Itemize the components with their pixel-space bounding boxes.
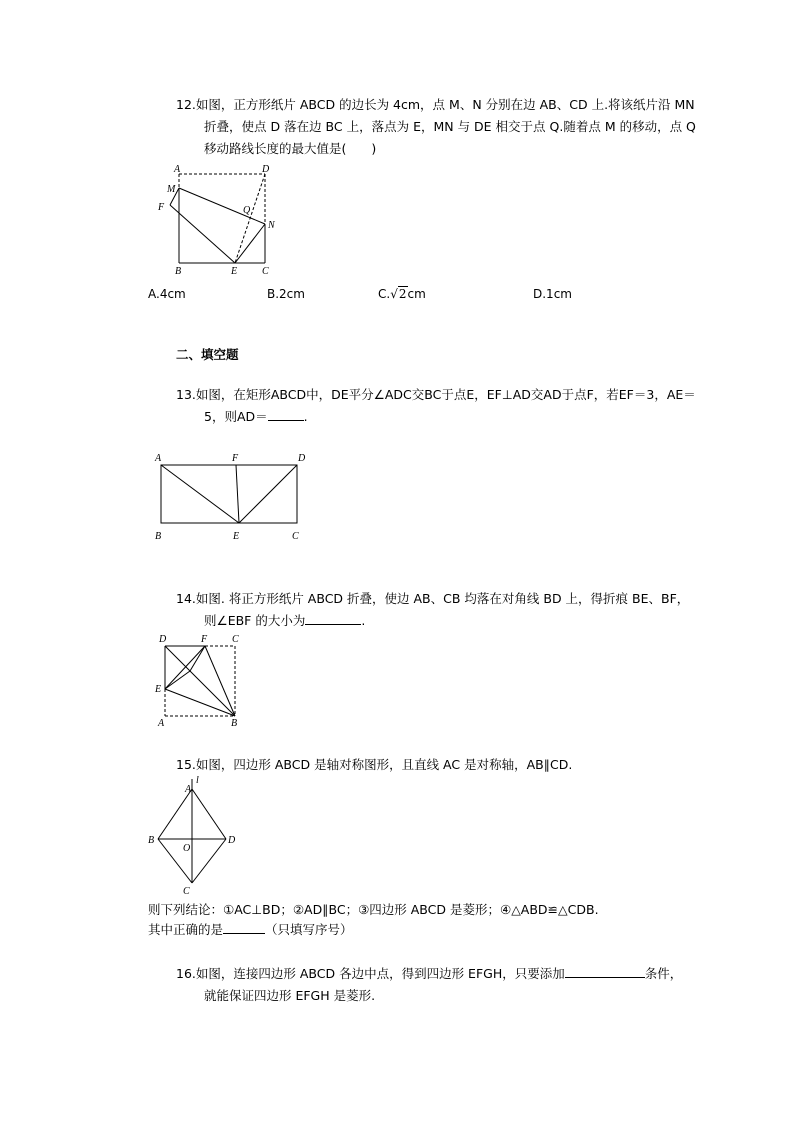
q15-side-dc: [192, 839, 226, 883]
q12-label-e: E: [231, 266, 238, 277]
q12-fold-en: [235, 224, 265, 263]
q13-line-2-suffix: .: [303, 409, 308, 424]
q12-line-2: 折叠，使点 D 落在边 BC 上，落点为 E，MN 与 DE 相交于点 Q.随着点 M 的移动，点 Q: [204, 119, 696, 134]
q16-line-1-suffix: 条件，: [644, 966, 683, 981]
q12-label-n: N: [268, 220, 275, 231]
q13-line-2: [204, 408, 308, 426]
q13-line-de: [239, 465, 297, 523]
q16-answer-blank[interactable]: [565, 965, 645, 978]
q14-answer-blank[interactable]: [305, 612, 361, 625]
q14-label-e: E: [155, 684, 162, 695]
q12-label-m: M: [167, 184, 176, 195]
q14-label-b: B: [231, 718, 238, 728]
q16-line-1-prefix: 16.如图，连接四边形 ABCD 各边中点，得到四边形 EFGH，只要添加: [176, 966, 565, 981]
q14-crease-bf: [205, 646, 235, 716]
q14-label-c: C: [232, 634, 239, 645]
q15-line-3-prefix: 其中正确的是: [148, 922, 224, 937]
q12-label-b: B: [175, 266, 182, 277]
q13-answer-blank[interactable]: [268, 408, 304, 421]
q13-line-fe: [236, 465, 239, 523]
q14-label-a: A: [158, 718, 165, 728]
q13-label-b: B: [155, 531, 162, 542]
q15-label-c: C: [183, 886, 190, 897]
q12-fold-fe: [170, 205, 235, 263]
q13-label-f: F: [232, 453, 239, 464]
q15-label-l: l: [196, 775, 199, 786]
q14-line-2: [204, 612, 365, 630]
q15-line-1: 15.如图，四边形 ABCD 是轴对称图形，且直线 AC 是对称轴，AB∥CD.: [176, 757, 573, 772]
q15-side-ab: [158, 789, 192, 839]
q13-label-c: C: [292, 531, 299, 542]
q12-label-q: Q: [243, 205, 251, 216]
q12-option-b[interactable]: B.2cm: [267, 287, 305, 301]
q15-label-o: O: [183, 843, 191, 854]
q15-label-b: B: [148, 835, 155, 846]
q14-label-d: D: [159, 634, 167, 645]
q12-crease-mn: [179, 188, 265, 224]
q12-label-f: F: [158, 202, 165, 213]
q12-option-a[interactable]: A.4cm: [148, 287, 186, 301]
q12-label-a: A: [174, 164, 181, 175]
q16-line-1: [176, 965, 682, 983]
q14-line-2-suffix: .: [361, 613, 366, 628]
q15-figure: [145, 773, 245, 899]
q14-label-f: F: [201, 634, 208, 645]
q15-side-ad: [192, 789, 226, 839]
q13-rectangle: [161, 465, 297, 523]
q13-label-d: D: [298, 453, 306, 464]
q13-label-e: E: [233, 531, 240, 542]
q14-crease-be: [165, 689, 235, 716]
q12-option-c[interactable]: [378, 286, 426, 302]
q15-answer-blank[interactable]: [223, 921, 265, 934]
q12-option-d[interactable]: D.1cm: [533, 287, 572, 301]
q12-option-c-radicand: 2: [398, 287, 407, 301]
q16-line-2: 就能保证四边形 EFGH 是菱形.: [204, 988, 376, 1003]
q12-label-d: D: [262, 164, 270, 175]
q12-label-c: C: [262, 266, 269, 277]
q12-figure: [150, 162, 290, 280]
q13-line-ae: [161, 465, 239, 523]
q12-option-c-prefix: C.: [378, 287, 391, 301]
sqrt-symbol: √2: [390, 287, 407, 301]
q12-dashed-de: [235, 174, 265, 263]
q15-label-a: A: [185, 784, 192, 795]
q15-line-2: 则下列结论：①AC⊥BD；②AD∥BC；③四边形 ABCD 是菱形；④△ABD≌△CDB.: [148, 902, 599, 917]
q14-line-2-prefix: 则∠EBF 的大小为: [204, 613, 306, 628]
q14-fold-e: [165, 671, 190, 689]
q15-label-d: D: [228, 835, 236, 846]
section-2-title: 二、填空题: [176, 347, 239, 362]
q13-line-2-prefix: 5，则AD＝: [204, 409, 268, 424]
q12-line-1: 12.如图，正方形纸片 ABCD 的边长为 4cm，点 M、N 分别在边 AB、CD 上.将该纸片沿 MN: [176, 97, 695, 112]
q13-figure: [150, 447, 315, 543]
q12-line-3: 移动路线长度的最大值是( ): [204, 141, 377, 156]
q12-option-c-suffix: cm: [407, 287, 426, 301]
q15-line-3-suffix: （只填写序号）: [265, 922, 353, 937]
q15-line-3: [148, 921, 353, 939]
q13-line-1: 13.如图，在矩形ABCD中，DE平分∠ADC交BC于点E，EF⊥AD交AD于点F，若EF＝3，AE＝: [176, 387, 696, 402]
q14-line-1: 14.如图. 将正方形纸片 ABCD 折叠，使边 AB、CB 均落在对角线 BD 上，得折痕 BE、BF，: [176, 591, 690, 606]
q14-fold-f: [190, 646, 205, 671]
q13-label-a: A: [155, 453, 162, 464]
q14-figure: [150, 630, 250, 728]
